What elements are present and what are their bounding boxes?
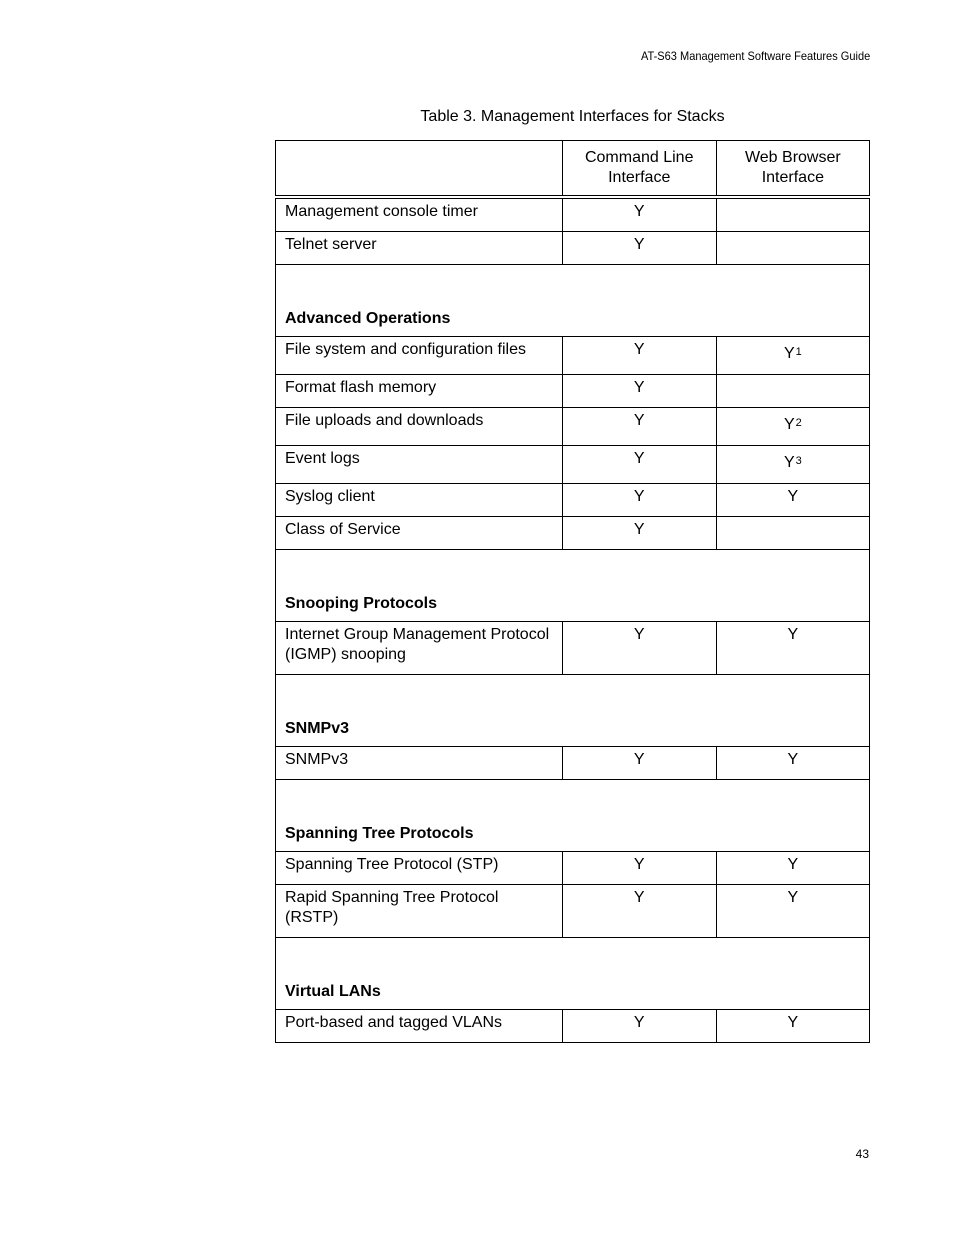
footnote-marker: 1 (795, 345, 802, 358)
feature-cell: Format flash memory (276, 374, 563, 407)
table-row (276, 336, 870, 374)
feature-cell: Event logs (276, 445, 563, 483)
table-body (276, 197, 870, 1043)
table-header-row (276, 141, 870, 197)
running-header: AT-S63 Management Software Features Guide (640, 49, 870, 63)
table-row (276, 445, 870, 483)
table-row (276, 407, 870, 445)
table-row (276, 1009, 870, 1042)
cli-cell: Y (562, 851, 716, 884)
cli-cell: Y (562, 336, 716, 374)
web-cell: Y (716, 884, 869, 937)
column-header-web: Web Browser Interface (716, 141, 869, 197)
web-cell: Y (716, 746, 869, 779)
table-row (276, 197, 870, 232)
section-title: Spanning Tree Protocols (276, 779, 870, 851)
feature-cell: Internet Group Management Protocol (IGMP) snooping (276, 621, 563, 674)
feature-cell: Syslog client (276, 483, 563, 516)
section-title: Virtual LANs (276, 937, 870, 1009)
cli-cell: Y (562, 483, 716, 516)
feature-cell: Telnet server (276, 231, 563, 264)
table-row (276, 374, 870, 407)
table-row (276, 884, 870, 937)
feature-cell: SNMPv3 (276, 746, 563, 779)
table-row (276, 483, 870, 516)
footnote-marker: 3 (795, 454, 802, 467)
cli-cell: Y (562, 231, 716, 264)
section-row (276, 937, 870, 1009)
column-header-feature (276, 141, 563, 197)
cli-cell: Y (562, 516, 716, 549)
table-row (276, 516, 870, 549)
feature-cell: File system and configuration files (276, 336, 563, 374)
footnote-marker: 2 (795, 416, 802, 429)
cli-cell: Y (562, 197, 716, 232)
web-cell (716, 336, 869, 374)
section-row (276, 549, 870, 621)
cli-cell: Y (562, 746, 716, 779)
cli-cell: Y (562, 445, 716, 483)
table-row (276, 746, 870, 779)
feature-cell: Rapid Spanning Tree Protocol (RSTP) (276, 884, 563, 937)
table-caption: Table 3. Management Interfaces for Stacks (420, 108, 725, 125)
cli-cell: Y (562, 374, 716, 407)
section-row (276, 779, 870, 851)
web-value: Y (783, 344, 795, 362)
section-title: Snooping Protocols (276, 549, 870, 621)
web-cell: Y (716, 621, 869, 674)
cli-cell: Y (562, 621, 716, 674)
web-cell: Y (716, 1009, 869, 1042)
column-header-cli: Command Line Interface (562, 141, 716, 197)
feature-cell: Port-based and tagged VLANs (276, 1009, 563, 1042)
web-cell (716, 407, 869, 445)
web-cell (716, 445, 869, 483)
table-row (276, 621, 870, 674)
management-interfaces-table (275, 140, 870, 1043)
section-title: Advanced Operations (276, 264, 870, 336)
page-number: 43 (855, 1147, 869, 1161)
web-cell: Y (716, 483, 869, 516)
feature-cell: Spanning Tree Protocol (STP) (276, 851, 563, 884)
web-cell: Y (716, 851, 869, 884)
web-cell (716, 516, 869, 549)
cli-cell: Y (562, 407, 716, 445)
section-title: SNMPv3 (276, 674, 870, 746)
feature-cell: Class of Service (276, 516, 563, 549)
web-cell (716, 197, 869, 232)
cli-cell: Y (562, 1009, 716, 1042)
web-value: Y (783, 453, 795, 471)
table-row (276, 851, 870, 884)
table-row (276, 231, 870, 264)
cli-cell: Y (562, 884, 716, 937)
web-cell (716, 231, 869, 264)
feature-cell: Management console timer (276, 197, 563, 232)
section-row (276, 264, 870, 336)
section-row (276, 674, 870, 746)
web-cell (716, 374, 869, 407)
feature-cell: File uploads and downloads (276, 407, 563, 445)
web-value: Y (783, 415, 795, 433)
